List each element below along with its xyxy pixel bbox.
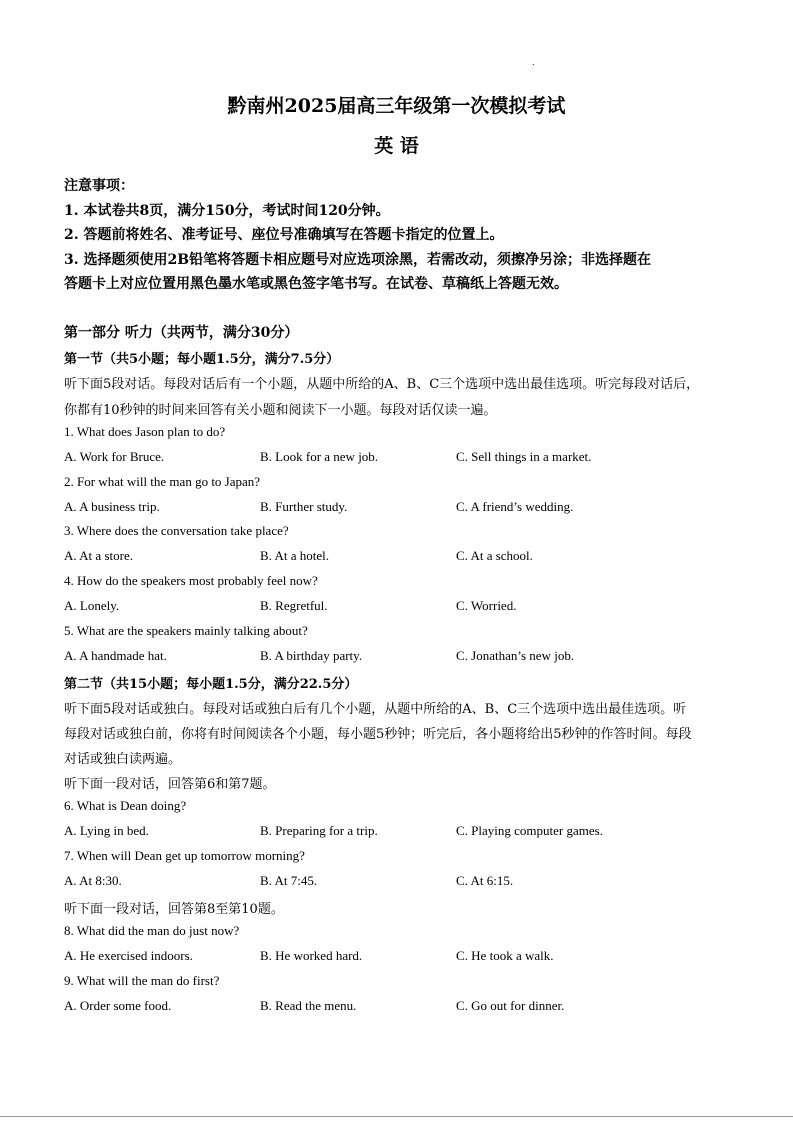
notice-item-2: 2. 答题前将姓名、准考证号、座位号准确填写在答题卡指定的位置上。	[64, 227, 504, 243]
part1-heading: 第一部分 听力（共两节，满分30分）	[64, 325, 299, 341]
section1-instr-line2: 你都有10秒钟的时间来回答有关小题和阅读下一小题。每段对话仅读一遍。	[64, 403, 497, 418]
subject-title: 英 语	[374, 135, 419, 157]
dialog-7-intro: 听下面一段对话，回答第8至第10题。	[64, 902, 284, 917]
dialog-6-intro: 听下面一段对话，回答第6和第7题。	[64, 777, 276, 792]
q3-option-b: B. At a hotel.	[260, 548, 329, 563]
question-5: 5. What are the speakers mainly talking about?	[64, 623, 308, 638]
q6-option-b: B. Preparing for a trip.	[260, 823, 378, 838]
q4-option-b: B. Regretful.	[260, 598, 328, 613]
notice-heading: 注意事项：	[64, 178, 134, 194]
q4-option-c: C. Worried.	[456, 598, 517, 613]
q2-option-b: B. Further study.	[260, 499, 348, 514]
q3-option-a: A. At a store.	[64, 548, 133, 563]
q7-option-c: C. At 6:15.	[456, 873, 514, 888]
q3-option-c: C. At a school.	[456, 548, 533, 563]
notice-item-1: 1. 本试卷共8页，满分150分，考试时间120分钟。	[64, 203, 390, 219]
q1-option-c: C. Sell things in a market.	[456, 449, 592, 464]
section2-heading: 第二节（共15小题；每小题1.5分，满分22.5分）	[64, 677, 358, 692]
question-7: 7. When will Dean get up tomorrow morning?	[64, 848, 305, 863]
question-1: 1. What does Jason plan to do?	[64, 424, 226, 439]
section2-instr-line2: 每段对话或独白前，你将有时间阅读各个小题，每小题5秒钟；听完后，各小题将给出5秒钟的作答时间。每段	[64, 727, 692, 742]
q4-option-a: A. Lonely.	[64, 598, 120, 613]
q9-option-c: C. Go out for dinner.	[456, 998, 565, 1013]
q2-option-a: A. A business trip.	[64, 499, 160, 514]
q5-option-c: C. Jonathan’s new job.	[456, 648, 575, 663]
question-6: 6. What is Dean doing?	[64, 798, 187, 813]
q6-option-a: A. Lying in bed.	[64, 823, 149, 838]
q2-option-c: C. A friend’s wedding.	[456, 499, 574, 514]
question-8: 8. What did the man do just now?	[64, 923, 240, 938]
exam-title: 黔南州2025届高三年级第一次模拟考试	[227, 95, 566, 117]
question-3: 3. Where does the conversation take place?	[64, 523, 289, 538]
notice-item-3-line2: 答题卡上对应位置用黑色墨水笔或黑色签字笔书写。在试卷、草稿纸上答题无效。	[64, 276, 568, 292]
notice-item-3-line1: 3. 选择题须使用2B铅笔将答题卡相应题号对应选项涂黑，若需改动，须擦净另涂；非选择题在	[64, 252, 652, 268]
q5-option-a: A. A handmade hat.	[64, 648, 167, 663]
section2-instr-line1: 听下面5段对话或独白。每段对话或独白后有几个小题，从题中所给的A、B、C三个选项中选出最佳选项。听	[64, 702, 687, 717]
q6-option-c: C. Playing computer games.	[456, 823, 603, 838]
section1-heading: 第一节（共5小题；每小题1.5分，满分7.5分）	[64, 352, 340, 367]
q7-option-a: A. At 8:30.	[64, 873, 122, 888]
q8-option-c: C. He took a walk.	[456, 948, 554, 963]
question-2: 2. For what will the man go to Japan?	[64, 474, 261, 489]
section2-instr-line3: 对话或独白读两遍。	[64, 752, 182, 767]
q5-option-b: B. A birthday party.	[260, 648, 363, 663]
q1-option-a: A. Work for Bruce.	[64, 449, 165, 464]
top-dot: .	[532, 58, 535, 67]
q7-option-b: B. At 7:45.	[260, 873, 318, 888]
q1-option-b: B. Look for a new job.	[260, 449, 379, 464]
question-4: 4. How do the speakers most probably feel now?	[64, 573, 318, 588]
question-9: 9. What will the man do first?	[64, 973, 220, 988]
q8-option-b: B. He worked hard.	[260, 948, 363, 963]
section1-instr-line1: 听下面5段对话。每段对话后有一个小题，从题中所给的A、B、C三个选项中选出最佳选项。听完每段对话后，	[64, 377, 700, 392]
q9-option-b: B. Read the menu.	[260, 998, 357, 1013]
page-bottom-divider	[0, 1116, 793, 1117]
q9-option-a: A. Order some food.	[64, 998, 172, 1013]
q8-option-a: A. He exercised indoors.	[64, 948, 193, 963]
